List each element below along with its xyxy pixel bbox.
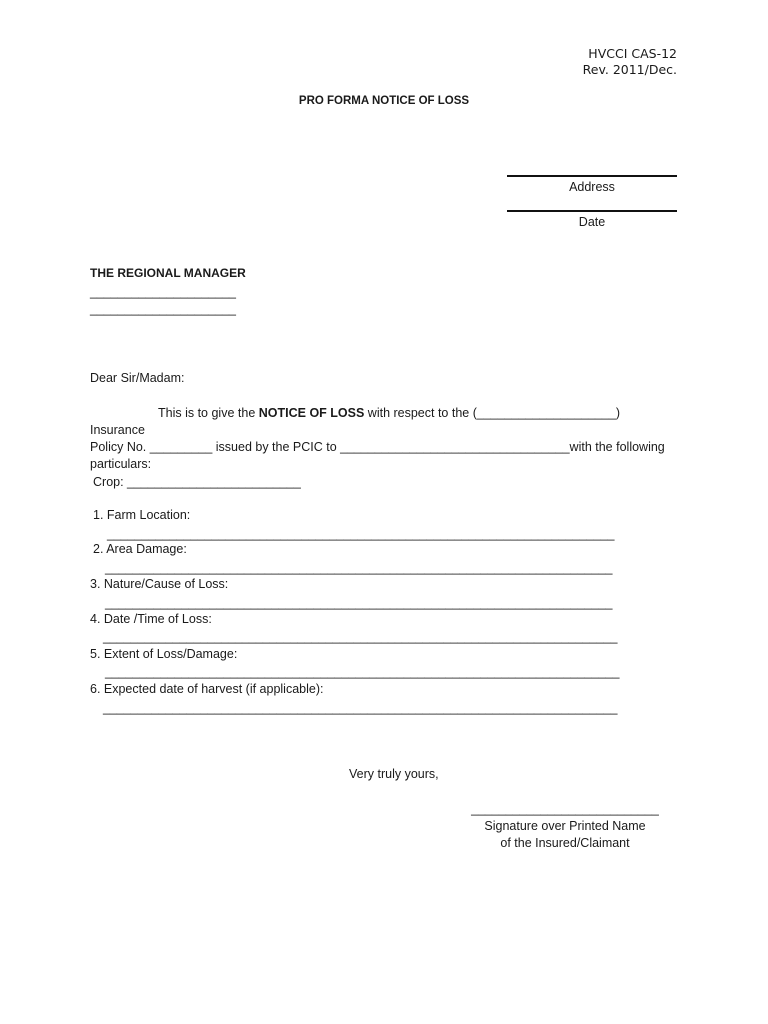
item-label-harvest-date: 6. Expected date of harvest (if applicable): — [90, 682, 324, 696]
signature-caption-2: of the Insured/Claimant — [500, 836, 630, 850]
item-line-area-damage: _________________________________________________________________________ — [105, 561, 613, 575]
closing: Very truly yours, — [349, 767, 439, 781]
addressee-line-2: _____________________ — [90, 302, 236, 316]
item-line-harvest-date: __________________________________________________________________________ — [103, 701, 618, 715]
signature-block — [440, 801, 690, 852]
date-rule — [507, 210, 677, 212]
signature-caption-1: Signature over Printed Name — [484, 819, 646, 833]
item-line-nature-cause: _________________________________________________________________________ — [105, 596, 613, 610]
body-intro-after: with respect to the (____________________) Insurance — [90, 406, 621, 437]
date-label: Date — [578, 215, 606, 229]
item-line-date-time: __________________________________________________________________________ — [103, 630, 618, 644]
body-line-2: Policy No. _________ issued by the PCIC to _________________________________with the following — [90, 440, 665, 454]
signature-line: ___________________________ — [471, 802, 659, 816]
item-label-date-time: 4. Date /Time of Loss: — [90, 612, 212, 626]
document-title: PRO FORMA NOTICE OF LOSS — [298, 95, 470, 107]
salutation: Dear Sir/Madam: — [90, 371, 185, 385]
item-line-extent: __________________________________________________________________________ — [105, 665, 620, 679]
body-line-1 — [90, 405, 670, 439]
form-code-block — [583, 46, 677, 78]
body-intro-before: This is to give the — [158, 406, 259, 420]
body-paragraph — [90, 405, 670, 473]
item-line-farm-location: _________________________________________________________________________ — [107, 527, 615, 541]
address-label: Address — [569, 180, 615, 194]
item-label-extent: 5. Extent of Loss/Damage: — [90, 647, 238, 661]
item-label-area-damage: 2. Area Damage: — [93, 542, 187, 556]
form-revision: Rev. 2011/Dec. — [582, 62, 677, 77]
notice-of-loss-text: NOTICE OF LOSS — [258, 406, 365, 420]
form-code: HVCCI CAS-12 — [588, 46, 677, 61]
addressee-title: THE REGIONAL MANAGER — [90, 266, 246, 280]
crop-field: Crop: _________________________ — [93, 475, 301, 489]
address-rule — [507, 175, 677, 177]
body-line-3: particulars: — [90, 457, 152, 471]
addressee-line-1: _____________________ — [90, 285, 236, 299]
item-label-nature-cause: 3. Nature/Cause of Loss: — [90, 577, 229, 591]
item-label-farm-location: 1. Farm Location: — [93, 508, 191, 522]
